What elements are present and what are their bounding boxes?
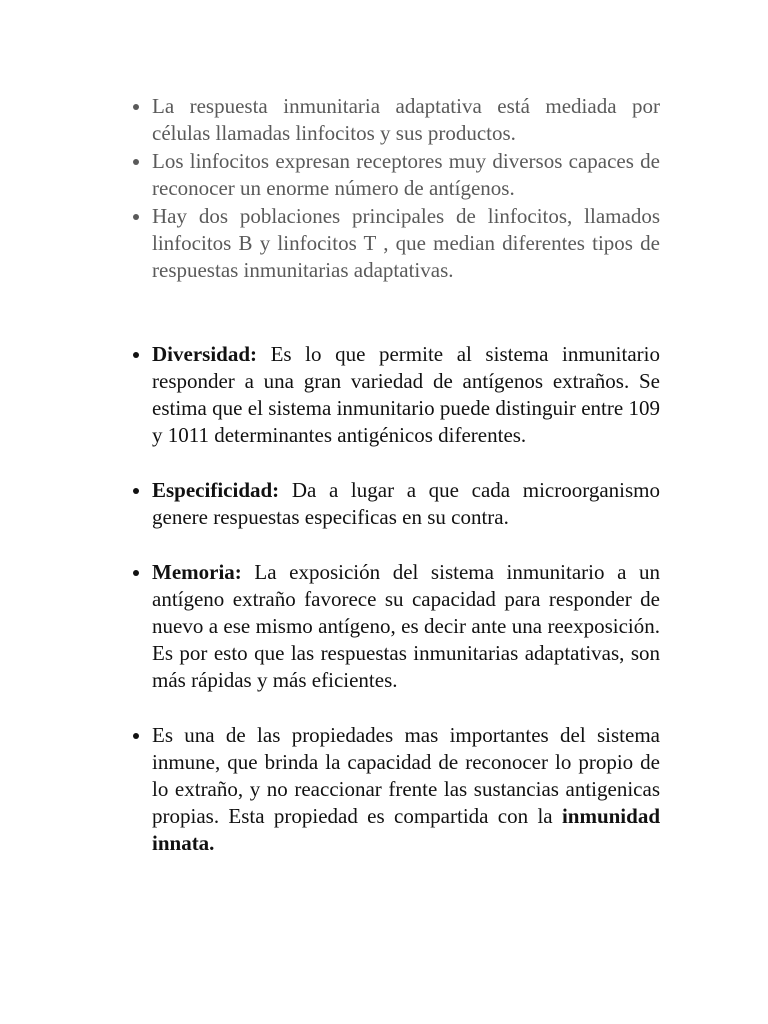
property-especificidad [152, 477, 660, 531]
properties-bullet-list [152, 341, 660, 857]
intro-bullet-receptors [152, 148, 660, 202]
property-description: Da a lugar a que cada microorganismo genere respuestas especificas en su contra. [152, 478, 660, 529]
bullet-text: Hay dos poblaciones principales de linfocitos, llamados linfocitos B y linfocitos T , que median diferentes tipos de respuestas inmunitarias adaptativas. [152, 204, 660, 282]
property-tolerancia [152, 722, 660, 857]
property-description: Es lo que permite al sistema inmunitario responder a una gran variedad de antígenos extraños. Se estima que el sistema inmunitario puede distinguir entre 109 y 1011 determinantes antigénicos diferentes. [152, 342, 660, 447]
property-term: Memoria: [152, 560, 242, 584]
property-term: Especificidad: [152, 478, 280, 502]
property-diversidad [152, 341, 660, 449]
bullet-text: Los linfocitos expresan receptores muy diversos capaces de reconocer un enorme número de antígenos. [152, 149, 660, 200]
bullet-text: La respuesta inmunitaria adaptativa está mediada por células llamadas linfocitos y sus productos. [152, 94, 660, 145]
property-description: La exposición del sistema inmunitario a un antígeno extraño favorece su capacidad para responder de nuevo a ese mismo antígeno, es decir ante una reexposición. Es por esto que las respuestas inmunitarias adaptativas, son más rápidas y más eficientes. [152, 560, 660, 692]
property-memoria [152, 559, 660, 694]
intro-bullet-list [152, 93, 660, 284]
intro-bullet-populations [152, 203, 660, 284]
property-term: Diversidad: [152, 342, 257, 366]
innate-immunity-term: inmunidad innata. [152, 804, 660, 855]
intro-bullet-adaptive-response [152, 93, 660, 147]
property-description: Es una de las propiedades mas importantes del sistema inmune, que brinda la capacidad de reconocer lo propio de lo extraño, y no reaccionar frente las sustancias antigenicas propias. Esta propiedad es compartida con la [152, 723, 660, 828]
